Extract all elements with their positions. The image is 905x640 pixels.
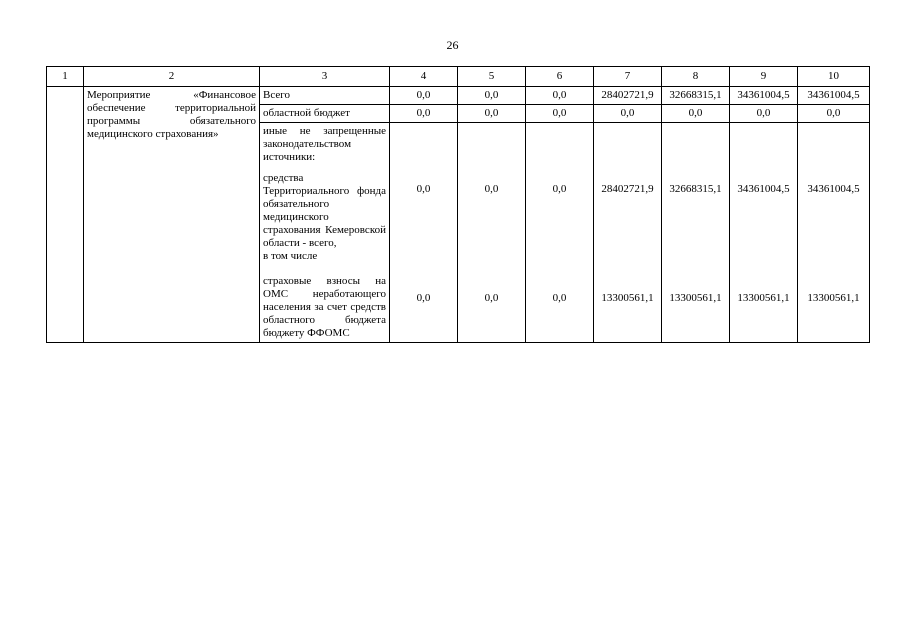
header-cell: 3	[260, 67, 390, 87]
value-cell: 0,0	[730, 105, 798, 123]
contrib-value: 0,0	[552, 292, 567, 304]
value-cell: 0,0	[526, 87, 594, 105]
header-cell: 1	[47, 67, 84, 87]
fund-value: 34361004,5	[737, 183, 790, 195]
fund-label-main: средства Территориального фонда обязательного медицинского страхования Кемеровской области	[263, 172, 386, 249]
header-cell: 10	[798, 67, 870, 87]
fund-label-including: в том числе	[263, 250, 318, 262]
table-row-total	[47, 87, 870, 105]
value-cell: 0,0	[390, 105, 458, 123]
header-cell: 2	[84, 67, 260, 87]
value-cell: 28402721,9	[594, 87, 662, 105]
header-cell: 4	[390, 67, 458, 87]
value-cell: 0,0	[390, 87, 458, 105]
header-cell: 7	[594, 67, 662, 87]
fund-value: 0,0	[552, 183, 567, 195]
source-label: Всего	[260, 87, 390, 105]
header-row	[47, 67, 870, 87]
source-label	[260, 123, 390, 343]
header-cell: 9	[730, 67, 798, 87]
value-cell: 0,0	[526, 105, 594, 123]
value-column	[458, 123, 526, 343]
header-cell: 8	[662, 67, 730, 87]
value-cell: 0,0	[458, 105, 526, 123]
measure-cell: Мероприятие «Финансовое обеспечение территориальной программы обязательного медицинского страхования»	[84, 87, 260, 343]
index-cell	[47, 87, 84, 343]
fund-value: 0,0	[484, 183, 499, 195]
page-number: 26	[446, 38, 459, 52]
value-column	[594, 123, 662, 343]
contrib-value: 13300561,1	[737, 292, 790, 304]
contrib-value: 13300561,1	[807, 292, 860, 304]
fund-value: 28402721,9	[601, 183, 654, 195]
contributions-label: страховые взносы на ОМС неработающего населения за счет средств областного бюджета бюджету ФФОМС	[263, 275, 386, 339]
value-cell: 0,0	[662, 105, 730, 123]
value-column	[526, 123, 594, 343]
value-column	[390, 123, 458, 343]
header-cell: 5	[458, 67, 526, 87]
value-column	[662, 123, 730, 343]
value-cell: 32668315,1	[662, 87, 730, 105]
contrib-value: 13300561,1	[601, 292, 654, 304]
fund-value: 32668315,1	[669, 183, 722, 195]
value-column	[730, 123, 798, 343]
value-column	[798, 123, 870, 343]
value-cell: 34361004,5	[798, 87, 870, 105]
fund-label-total: - всего,	[299, 237, 337, 249]
source-label: областной бюджет	[260, 105, 390, 123]
contrib-value: 0,0	[416, 292, 431, 304]
fund-label	[263, 172, 386, 250]
contrib-value: 0,0	[484, 292, 499, 304]
value-cell: 0,0	[594, 105, 662, 123]
value-cell: 34361004,5	[730, 87, 798, 105]
header-cell: 6	[526, 67, 594, 87]
other-sources-label: иные не запрещенные законодательством источники:	[263, 125, 386, 163]
value-cell: 0,0	[798, 105, 870, 123]
fund-value: 34361004,5	[807, 183, 860, 195]
budget-table	[46, 66, 870, 343]
contrib-value: 13300561,1	[669, 292, 722, 304]
fund-value: 0,0	[416, 183, 431, 195]
value-cell: 0,0	[458, 87, 526, 105]
